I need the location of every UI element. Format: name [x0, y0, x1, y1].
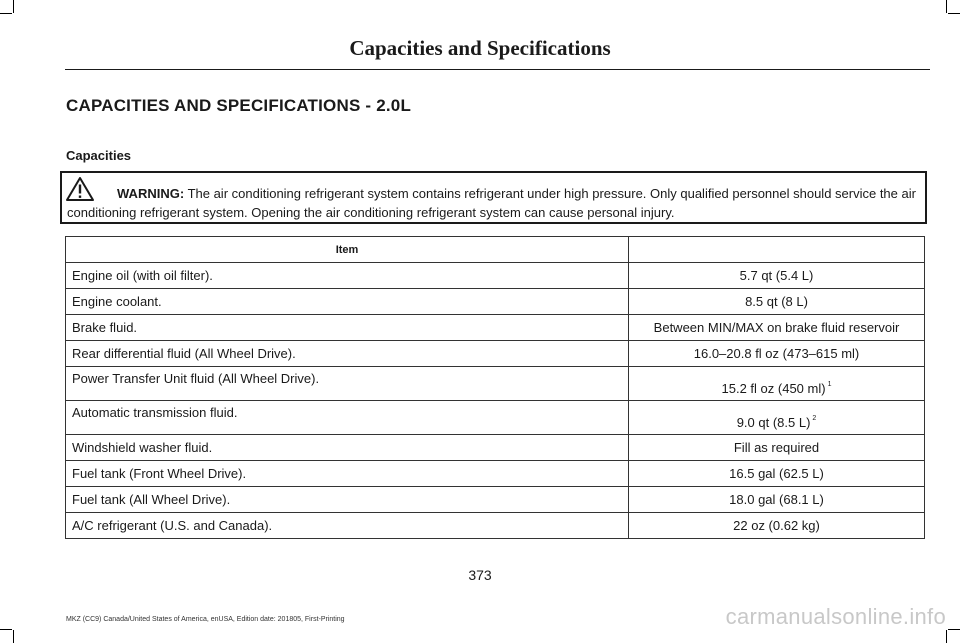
crop-mark	[948, 13, 960, 14]
value-text: 16.0–20.8 fl oz (473–615 ml)	[693, 346, 860, 361]
crop-mark	[948, 629, 960, 630]
warning-body: The air conditioning refrigerant system contains refrigerant under high pressure. Only qualified personnel should service the air conditioning refrigerant system. Opening the air conditioning refrigerant system can cause personal injury.	[67, 186, 916, 220]
table-cell-value	[629, 461, 925, 487]
capacities-table	[65, 236, 925, 539]
table-row	[66, 341, 925, 367]
crop-mark	[0, 13, 12, 14]
table-cell-value	[629, 289, 925, 315]
table-row	[66, 315, 925, 341]
table-cell-value	[629, 263, 925, 289]
table-cell-item: Power Transfer Unit fluid (All Wheel Drive).	[66, 367, 629, 401]
watermark-text: carmanualsonline.info	[725, 604, 946, 629]
table-header-row	[66, 237, 925, 263]
crop-mark	[946, 0, 947, 13]
table-cell-item: Engine oil (with oil filter).	[66, 263, 629, 289]
table-row	[66, 367, 925, 401]
table-row	[66, 487, 925, 513]
crop-mark	[13, 0, 14, 13]
warning-text	[67, 184, 921, 222]
section-subheading: Capacities	[66, 148, 132, 163]
warning-box	[60, 171, 927, 224]
table-cell-value	[629, 315, 925, 341]
table-cell-item: A/C refrigerant (U.S. and Canada).	[66, 513, 629, 539]
value-text: 9.0 qt (8.5 L)	[736, 415, 811, 430]
table-cell-item: Engine coolant.	[66, 289, 629, 315]
table-cell-value	[629, 367, 925, 401]
value-text: 16.5 gal (62.5 L)	[729, 466, 824, 481]
column-header-value	[629, 237, 925, 263]
table-cell-value	[629, 341, 925, 367]
table-row	[66, 435, 925, 461]
value-text: Between MIN/MAX on brake fluid reservoir	[653, 320, 900, 335]
value-text: Fill as required	[733, 440, 820, 455]
footnote-marker: 2	[812, 415, 817, 422]
table-row	[66, 289, 925, 315]
header-rule	[65, 69, 930, 70]
table-cell-item: Windshield washer fluid.	[66, 435, 629, 461]
table-cell-item: Rear differential fluid (All Wheel Drive).	[66, 341, 629, 367]
table-row	[66, 263, 925, 289]
value-text: 5.7 qt (5.4 L)	[739, 268, 814, 283]
table-cell-value	[629, 487, 925, 513]
crop-mark	[946, 630, 947, 643]
table-row	[66, 513, 925, 539]
section-title: CAPACITIES AND SPECIFICATIONS - 2.0L	[66, 96, 412, 115]
crop-mark	[0, 629, 12, 630]
value-text: 18.0 gal (68.1 L)	[729, 492, 824, 507]
table-row	[66, 401, 925, 435]
table-cell-value	[629, 513, 925, 539]
table-cell-value	[629, 401, 925, 435]
page-header-title: Capacities and Specifications	[349, 36, 611, 60]
table-cell-item: Fuel tank (Front Wheel Drive).	[66, 461, 629, 487]
value-text: 8.5 qt (8 L)	[745, 294, 808, 309]
table-row	[66, 461, 925, 487]
crop-mark	[13, 630, 14, 643]
table-cell-item: Brake fluid.	[66, 315, 629, 341]
footnote-marker: 1	[827, 381, 832, 388]
footer-edition-text: MKZ (CC9) Canada/United States of America, enUSA, Edition date: 201805, First-Printing	[66, 616, 345, 623]
table-cell-item: Automatic transmission fluid.	[66, 401, 629, 435]
table-cell-item: Fuel tank (All Wheel Drive).	[66, 487, 629, 513]
column-header-item: Item	[66, 237, 629, 263]
table-cell-value	[629, 435, 925, 461]
value-text: 15.2 fl oz (450 ml)	[721, 381, 826, 396]
value-text: 22 oz (0.62 kg)	[733, 518, 820, 533]
page-number: 373	[468, 567, 492, 583]
warning-label: WARNING:	[117, 186, 185, 201]
